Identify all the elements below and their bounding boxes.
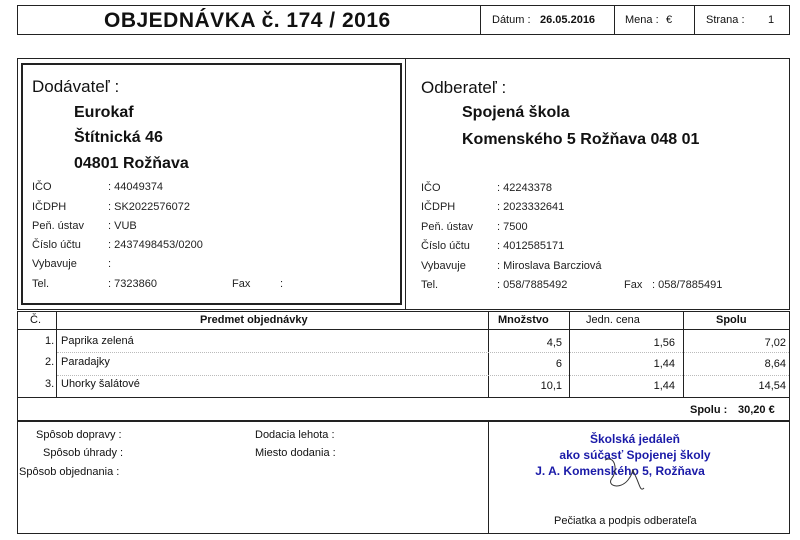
row-divider	[57, 352, 789, 353]
customer-contact-value: : Miroslava Barcziová	[497, 260, 602, 272]
stamp-line-3: J. A. Komenského 5, Rožňava	[535, 464, 705, 478]
row-3-qty: 10,1	[540, 380, 562, 392]
row-1-qty: 4,5	[546, 337, 562, 349]
row-1-no: 1.	[45, 335, 55, 347]
page-value: 1	[768, 14, 775, 26]
date-value: 26.05.2016	[540, 14, 596, 26]
row-2-price: 1,44	[653, 358, 675, 370]
customer-tel-label: Tel.	[421, 279, 439, 291]
supplier-account-value: : 2437498453/0200	[108, 239, 203, 251]
col-header-no: Č.	[30, 314, 41, 326]
customer-account-label: Číslo účtu	[421, 240, 470, 252]
payment-label: Spôsob úhrady :	[43, 447, 124, 459]
table-body-end-line	[17, 397, 790, 398]
supplier-street: Štítnická 46	[74, 129, 163, 146]
customer-ico-label: IČO	[421, 182, 441, 194]
supplier-heading: Dodávateľ :	[32, 77, 120, 96]
ordering-label: Spôsob objednania :	[19, 466, 120, 478]
customer-icdph-label: IČDPH	[421, 201, 456, 213]
currency-value: €	[666, 14, 673, 26]
customer-name: Spojená škola	[462, 104, 570, 121]
currency-label: Mena :	[625, 14, 659, 26]
customer-bank-label: Peň. ústav	[421, 221, 473, 233]
customer-icdph-value: : 2023332641	[497, 201, 565, 213]
grand-total-value: 30,20 €	[738, 404, 775, 416]
supplier-bank-label: Peň. ústav	[32, 220, 84, 232]
supplier-box	[21, 63, 402, 305]
col-header-qty: Množstvo	[498, 314, 549, 326]
divider	[405, 58, 406, 310]
divider	[694, 5, 695, 35]
row-1-price: 1,56	[653, 337, 675, 349]
divider	[683, 311, 684, 397]
customer-fax-label: Fax	[624, 279, 643, 291]
row-2-no: 2.	[45, 356, 55, 368]
supplier-icdph-value: : SK2022576072	[108, 201, 190, 213]
customer-bank-value: : 7500	[497, 221, 528, 233]
supplier-tel-label: Tel.	[32, 278, 50, 290]
table-header-line	[17, 329, 790, 330]
row-1-item: Paprika zelená	[61, 335, 134, 347]
signature-scribble	[600, 450, 650, 500]
row-2-total: 8,64	[764, 358, 786, 370]
divider	[56, 311, 57, 397]
row-3-price: 1,44	[653, 380, 675, 392]
page-label: Strana :	[706, 14, 745, 26]
col-header-price: Jedn. cena	[586, 314, 640, 326]
customer-address: Komenského 5 Rožňava 048 01	[462, 131, 700, 148]
row-2-qty: 6	[555, 358, 562, 370]
supplier-city: 04801 Rožňava	[74, 155, 189, 172]
supplier-account-label: Číslo účtu	[32, 239, 81, 251]
supplier-contact-value: :	[108, 258, 112, 270]
row-divider	[57, 375, 789, 376]
supplier-name: Eurokaf	[74, 104, 134, 121]
supplier-tel-value: : 7323860	[108, 278, 157, 290]
supplier-fax-label: Fax	[232, 278, 251, 290]
row-3-no: 3.	[45, 378, 55, 390]
divider	[480, 5, 481, 35]
stamp-line-1: Školská jedáleň	[589, 432, 681, 446]
delivery-term-label: Dodacia lehota :	[255, 429, 335, 441]
customer-ico-value: : 42243378	[497, 182, 553, 194]
row-3-total: 14,54	[758, 380, 786, 392]
supplier-contact-label: Vybavuje	[32, 258, 77, 270]
row-1-total: 7,02	[764, 337, 786, 349]
divider	[488, 311, 489, 397]
divider	[614, 5, 615, 35]
transport-label: Spôsob dopravy :	[36, 429, 122, 441]
divider	[569, 311, 570, 397]
grand-total-label: Spolu :	[690, 404, 728, 416]
row-2-item: Paradajky	[61, 356, 110, 368]
row-3-item: Uhorky šalátové	[61, 378, 140, 390]
col-header-item: Predmet objednávky	[200, 314, 308, 326]
supplier-icdph-label: IČDPH	[32, 201, 67, 213]
delivery-place-label: Miesto dodania :	[255, 447, 336, 459]
supplier-bank-value: : VUB	[108, 220, 137, 232]
date-label: Dátum :	[492, 14, 531, 26]
stamp-line-2: ako súčasť Spojenej školy	[559, 448, 711, 462]
customer-tel-value: : 058/7885492	[497, 279, 568, 291]
supplier-fax-value: :	[280, 278, 284, 290]
document-title: OBJEDNÁVKA č. 174 / 2016	[104, 9, 391, 32]
supplier-ico-label: IČO	[32, 181, 52, 193]
supplier-ico-value: : 44049374	[108, 181, 164, 193]
customer-fax-value: : 058/7885491	[652, 279, 723, 291]
col-header-total: Spolu	[716, 314, 747, 326]
customer-heading: Odberateľ :	[421, 78, 507, 97]
customer-contact-label: Vybavuje	[421, 260, 466, 272]
signature-label: Pečiatka a podpis odberateľa	[554, 515, 697, 527]
customer-account-value: : 4012585171	[497, 240, 565, 252]
divider	[488, 421, 489, 534]
